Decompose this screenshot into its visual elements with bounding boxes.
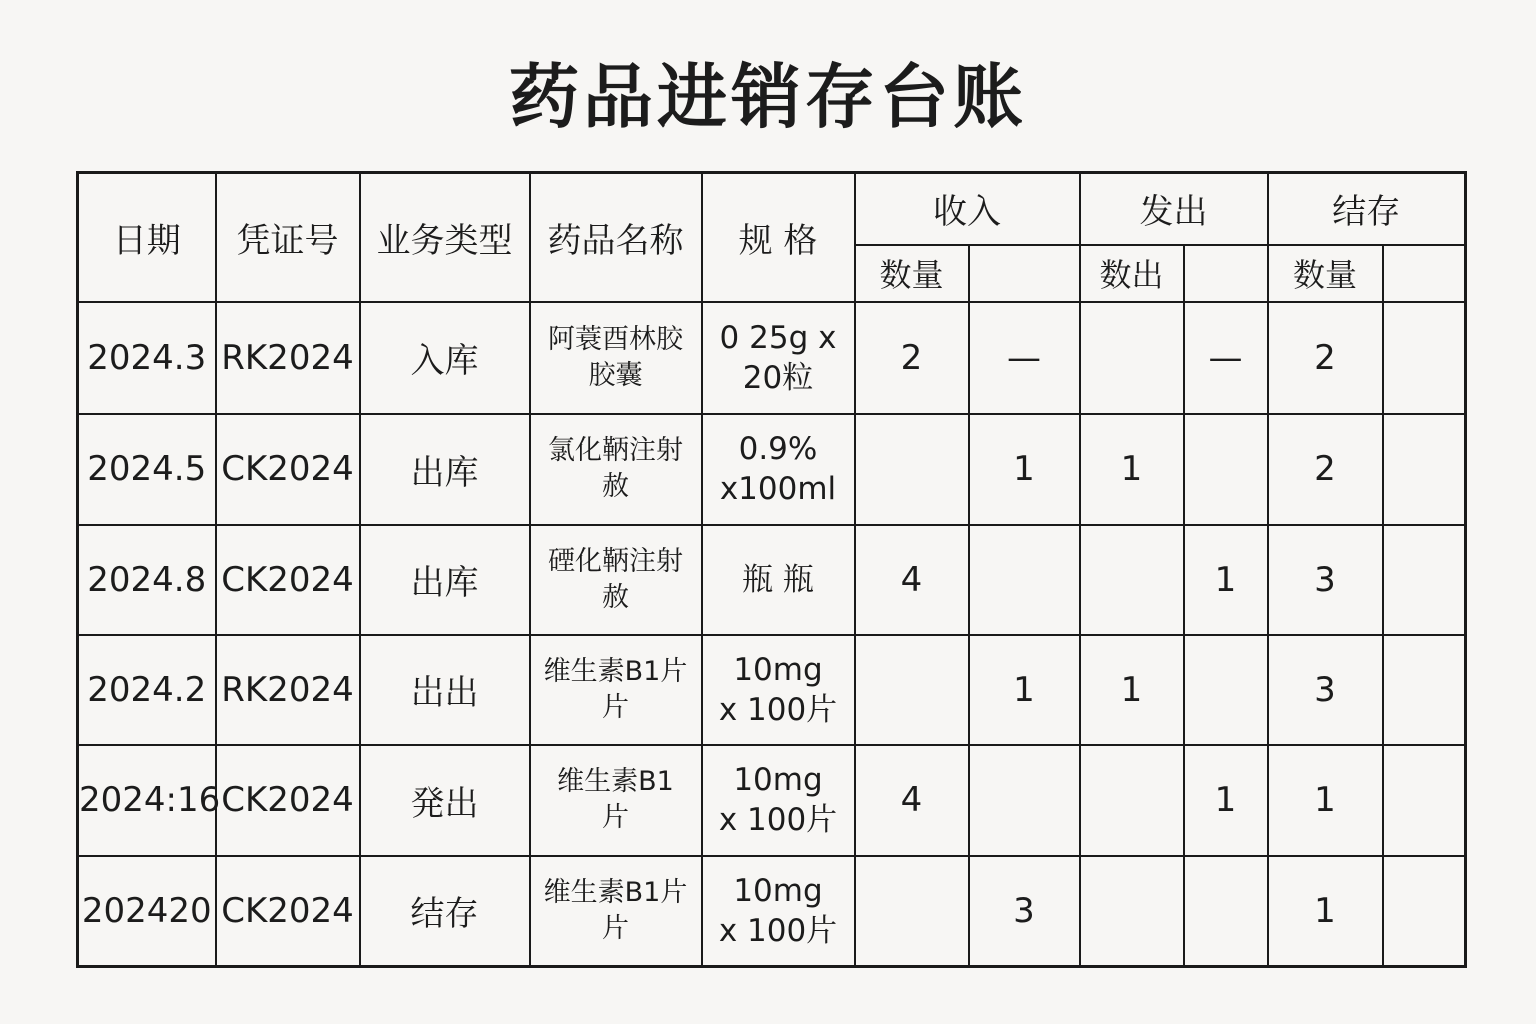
cell-date: 2024.2 bbox=[78, 635, 216, 745]
cell-spec-line: 10mg bbox=[733, 762, 823, 798]
cell-spec bbox=[702, 635, 855, 745]
cell-drug-name bbox=[530, 302, 702, 414]
cell-balance-qty: 1 bbox=[1268, 856, 1383, 967]
cell-drug-name-line: 胶囊 bbox=[588, 359, 643, 391]
cell-income-amt: 1 bbox=[969, 414, 1080, 525]
header-income-qty: 数量 bbox=[855, 245, 969, 302]
cell-drug-name-line: 䃌化鞆注射 bbox=[548, 545, 683, 577]
table-row bbox=[78, 525, 1466, 635]
header-date: 日期 bbox=[78, 173, 216, 302]
header-balance-amt bbox=[1383, 245, 1466, 302]
cell-voucher: CK2024 bbox=[216, 856, 360, 967]
cell-voucher: RK2024 bbox=[216, 635, 360, 745]
cell-drug-name-line: 赦 bbox=[602, 471, 629, 502]
cell-type: 结存 bbox=[360, 856, 530, 967]
cell-income-qty: 2 bbox=[855, 302, 969, 414]
cell-spec-line: x 100片 bbox=[718, 691, 838, 728]
cell-spec-line: x 100片 bbox=[718, 912, 838, 949]
cell-income-amt bbox=[969, 745, 1080, 856]
table-row bbox=[78, 856, 1466, 967]
cell-outgo-qty: 1 bbox=[1080, 414, 1184, 525]
cell-date: 202420 bbox=[78, 856, 216, 967]
header-outgo: 发出 bbox=[1080, 173, 1268, 245]
cell-balance-amt bbox=[1383, 525, 1466, 635]
cell-income-qty: 4 bbox=[855, 745, 969, 856]
cell-drug-name-line: 赦 bbox=[602, 581, 629, 613]
cell-spec-line: 10mg bbox=[733, 872, 823, 909]
cell-drug-name-line: 片 bbox=[602, 912, 629, 944]
header-outgo-qty: 数出 bbox=[1080, 245, 1184, 302]
page-title: 药品进销存台账 bbox=[509, 56, 1027, 138]
cell-type: 発出 bbox=[360, 745, 530, 856]
cell-spec bbox=[702, 302, 855, 414]
header-balance: 结存 bbox=[1268, 173, 1466, 245]
cell-income-amt: — bbox=[969, 302, 1080, 414]
cell-drug-name-line: 片 bbox=[602, 691, 629, 723]
cell-spec-line: 10mg bbox=[733, 651, 823, 688]
cell-drug-name-line: 维生素B1 bbox=[557, 766, 674, 797]
cell-spec bbox=[702, 856, 855, 967]
header-income-amt bbox=[969, 245, 1080, 302]
cell-drug-name bbox=[530, 745, 702, 856]
cell-balance-amt bbox=[1383, 635, 1466, 745]
cell-drug-name bbox=[530, 635, 702, 745]
cell-balance-qty: 2 bbox=[1268, 302, 1383, 414]
cell-type: 岀出 bbox=[360, 635, 530, 745]
table-row bbox=[78, 635, 1466, 745]
cell-outgo-amt: 1 bbox=[1184, 745, 1268, 856]
cell-voucher: CK2024 bbox=[216, 414, 360, 525]
cell-drug-name-line: 维生素B1片 bbox=[543, 876, 688, 908]
cell-date: 2024.3 bbox=[78, 302, 216, 414]
cell-balance-qty: 1 bbox=[1268, 745, 1383, 856]
cell-balance-qty: 3 bbox=[1268, 525, 1383, 635]
cell-outgo-amt bbox=[1184, 414, 1268, 525]
cell-income-amt: 3 bbox=[969, 856, 1080, 967]
cell-drug-name-line: 阿蓑酉林胶 bbox=[548, 323, 683, 355]
cell-income-qty bbox=[855, 414, 969, 525]
cell-income-amt bbox=[969, 525, 1080, 635]
header-voucher: 凭证号 bbox=[216, 173, 360, 302]
cell-income-amt: 1 bbox=[969, 635, 1080, 745]
header-balance-qty: 数量 bbox=[1268, 245, 1383, 302]
cell-spec-line: 瓶 瓶 bbox=[742, 561, 814, 598]
cell-outgo-amt bbox=[1184, 856, 1268, 967]
header-outgo-amt bbox=[1184, 245, 1268, 302]
cell-outgo-qty bbox=[1080, 856, 1184, 967]
table-row bbox=[78, 414, 1466, 525]
cell-outgo-qty bbox=[1080, 745, 1184, 856]
cell-date: 2024:16 bbox=[78, 745, 216, 856]
header-spec: 规 格 bbox=[702, 173, 855, 302]
cell-income-qty bbox=[855, 635, 969, 745]
cell-drug-name bbox=[530, 414, 702, 525]
cell-date: 2024.5 bbox=[78, 414, 216, 525]
cell-spec bbox=[702, 525, 855, 635]
cell-balance-amt bbox=[1383, 856, 1466, 967]
cell-outgo-qty bbox=[1080, 525, 1184, 635]
cell-type: 出库 bbox=[360, 414, 530, 525]
cell-spec-line: 0.9% bbox=[738, 431, 818, 467]
cell-drug-name-line: 氯化鞆注射 bbox=[548, 435, 683, 466]
cell-spec-line: 0 25g x bbox=[719, 319, 837, 356]
cell-spec-line: x 100片 bbox=[718, 802, 838, 838]
cell-drug-name-line: 片 bbox=[602, 802, 629, 833]
table-row bbox=[78, 745, 1466, 856]
cell-spec bbox=[702, 414, 855, 525]
cell-outgo-qty: 1 bbox=[1080, 635, 1184, 745]
ledger-table bbox=[76, 171, 1467, 968]
cell-drug-name bbox=[530, 856, 702, 967]
cell-type: 出库 bbox=[360, 525, 530, 635]
cell-date: 2024.8 bbox=[78, 525, 216, 635]
header-drug-name: 药品名称 bbox=[530, 173, 702, 302]
cell-income-qty: 4 bbox=[855, 525, 969, 635]
cell-drug-name-line: 维生素B1片 bbox=[543, 655, 688, 687]
cell-type: 入库 bbox=[360, 302, 530, 414]
cell-balance-qty: 3 bbox=[1268, 635, 1383, 745]
cell-outgo-qty bbox=[1080, 302, 1184, 414]
cell-balance-amt bbox=[1383, 414, 1466, 525]
cell-spec-line: 20粒 bbox=[742, 359, 814, 396]
cell-balance-amt bbox=[1383, 302, 1466, 414]
cell-income-qty bbox=[855, 856, 969, 967]
cell-spec bbox=[702, 745, 855, 856]
cell-voucher: CK2024 bbox=[216, 745, 360, 856]
cell-spec-line: x100ml bbox=[719, 471, 837, 507]
header-type: 业务类型 bbox=[360, 173, 530, 302]
cell-voucher: CK2024 bbox=[216, 525, 360, 635]
cell-outgo-amt bbox=[1184, 635, 1268, 745]
cell-outgo-amt: — bbox=[1184, 302, 1268, 414]
cell-voucher: RK2024 bbox=[216, 302, 360, 414]
cell-balance-amt bbox=[1383, 745, 1466, 856]
cell-drug-name bbox=[530, 525, 702, 635]
cell-outgo-amt: 1 bbox=[1184, 525, 1268, 635]
cell-balance-qty: 2 bbox=[1268, 414, 1383, 525]
table-row bbox=[78, 302, 1466, 414]
header-income: 收入 bbox=[855, 173, 1080, 245]
